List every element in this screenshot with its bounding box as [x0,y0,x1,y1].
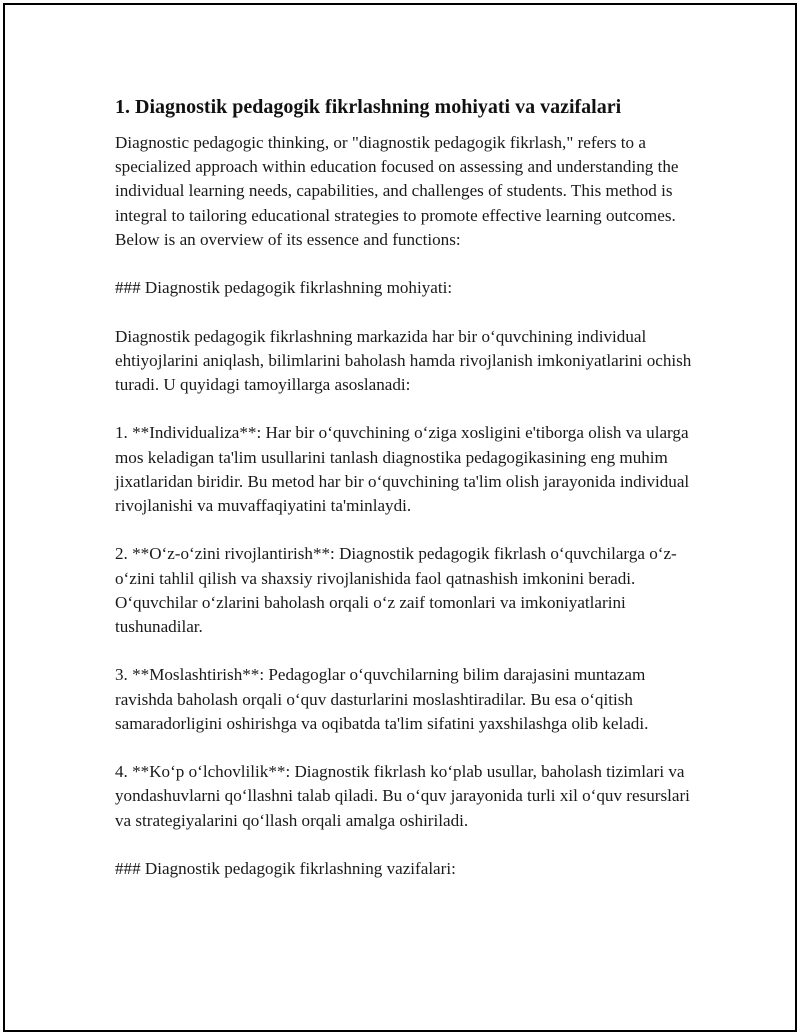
document-title: 1. Diagnostik pedagogik fikrlashning mohiyati va vazifalari [115,96,622,118]
principle-self-development: 2. **Oʻz-oʻzini rivojlantirish**: Diagnostik pedagogik fikrlash oʻquvchilarga oʻz-oʻzini tahlil qilish va shaxsiy rivojlanishida faol qatnashish imkonini beradi. Oʻquvchilar oʻzlarini baholash orqali oʻz zaif tomonlari va imkoniyatlarini tushunadilar. [115,544,677,636]
principle-individualization: 1. **Individualiza**: Har bir oʻquvchining oʻziga xosligini e'tiborga olish va ularga mos keladigan ta'lim usullarini tanlash diagnostika pedagogikasining eng muhim jixatlaridan biridir. Bu metod har bir oʻquvchining ta'lim olish jarayonida individual rivojlanishi va muvaffaqiyatini ta'minlaydi. [115,423,690,515]
section-heading-essence: ### Diagnostik pedagogik fikrlashning mohiyati: [115,278,453,298]
section-heading-functions: ### Diagnostik pedagogik fikrlashning vazifalari: [115,858,456,878]
principle-adaptation: 3. **Moslashtirish**: Pedagoglar oʻquvchilarning bilim darajasini muntazam ravishda baholash orqali oʻquv dasturlarini moslashtiradilar. Bu esa oʻqitish samaradorligini oshirishga va oqibatda ta'lim sifatini yaxshilashga olib keladi. [115,665,649,733]
essence-paragraph: Diagnostik pedagogik fikrlashning markazida har bir oʻquvchining individual ehtiyojlarini aniqlash, bilimlarini baholash hamda rivojlanish imkoniyatlarini ochish turadi. U quyidagi tamoyillarga asoslanadi: [115,326,692,394]
document-body [115,93,695,905]
intro-paragraph: Diagnostic pedagogic thinking, or "diagnostik pedagogik fikrlash," refers to a specialized approach within education focused on assessing and understanding the individual learning needs, capabilities, and challenges of students. This method is integral to tailoring educational strategies to promote effective learning outcomes. Below is an overview of its essence and functions: [115,133,679,249]
principle-multidimensionality: 4. **Koʻp oʻlchovlilik**: Diagnostik fikrlash koʻplab usullar, baholash tizimlari va yondashuvlarni qoʻllashni talab qiladi. Bu oʻquv jarayonida turli xil oʻquv resurslari va strategiyalarini qoʻllash orqali amalga oshiriladi. [115,762,690,830]
